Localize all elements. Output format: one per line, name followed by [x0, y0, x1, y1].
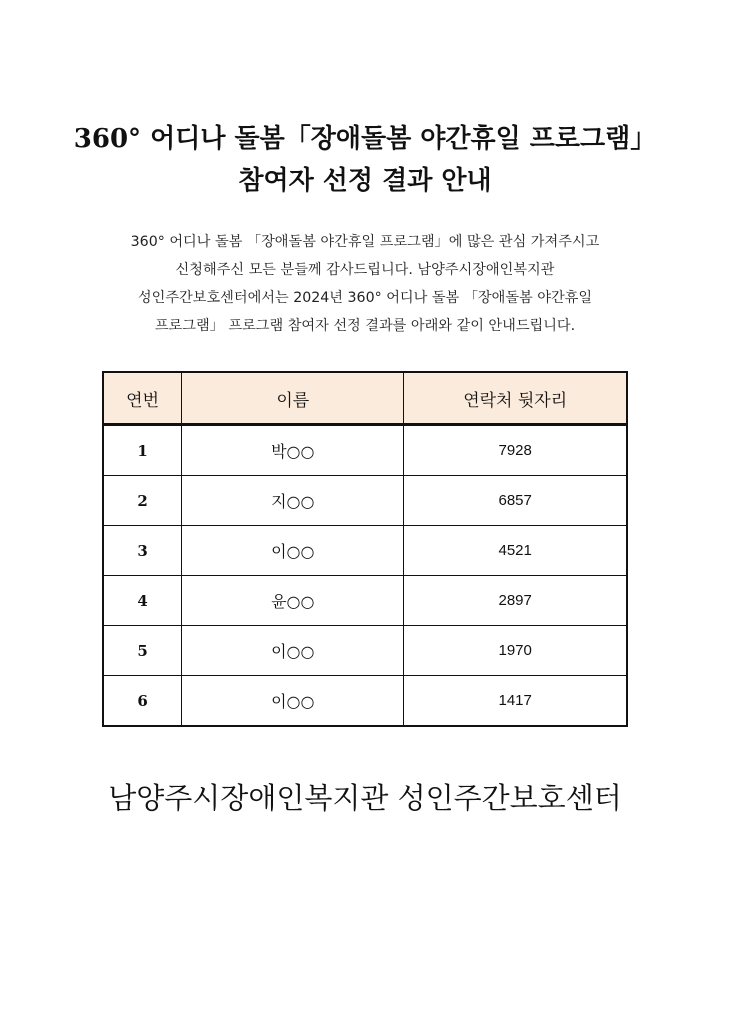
row-phone: 4521	[404, 526, 627, 576]
header-number: 연번	[103, 372, 182, 425]
row-phone: 7928	[404, 425, 627, 476]
table-row	[103, 476, 627, 526]
row-phone: 6857	[404, 476, 627, 526]
header-name: 이름	[182, 372, 404, 425]
row-number: 6	[103, 676, 182, 727]
table-row	[103, 626, 627, 676]
intro-line: 신청해주신 모든 분들께 감사드립니다. 남양주시장애인복지관	[175, 262, 555, 278]
table-row	[103, 576, 627, 626]
row-phone: 1417	[404, 676, 627, 727]
row-name: 이○○	[182, 676, 404, 727]
header-phone: 연락처 뒷자리	[404, 372, 627, 425]
row-name: 윤○○	[182, 576, 404, 626]
row-number: 5	[103, 626, 182, 676]
intro-line: 프로그램」 프로그램 참여자 선정 결과를 아래와 같이 안내드립니다.	[154, 318, 576, 334]
row-name: 지○○	[182, 476, 404, 526]
row-number: 3	[103, 526, 182, 576]
footer-organization: 남양주시장애인복지관 성인주간보호센터	[108, 781, 622, 815]
row-name: 이○○	[182, 626, 404, 676]
results-table	[102, 371, 628, 727]
table-header-row	[103, 372, 627, 425]
row-name: 이○○	[182, 526, 404, 576]
row-number: 4	[103, 576, 182, 626]
table-row	[103, 425, 627, 476]
row-number: 2	[103, 476, 182, 526]
row-name: 박○○	[182, 425, 404, 476]
row-phone: 1970	[404, 626, 627, 676]
table-row	[103, 676, 627, 727]
row-number: 1	[103, 425, 182, 476]
table-row	[103, 526, 627, 576]
document-title-line2: 참여자 선정 결과 안내	[238, 166, 492, 196]
intro-line: 성인주간보호센터에서는 2024년 360° 어디나 돌봄 「장애돌봄 야간휴일	[137, 290, 593, 306]
document-title-line1: 360° 어디나 돌봄「장애돌봄 야간휴일 프로그램」	[73, 124, 657, 154]
intro-line: 360° 어디나 돌봄 「장애돌봄 야간휴일 프로그램」에 많은 관심 가져주시고	[130, 234, 600, 250]
row-phone: 2897	[404, 576, 627, 626]
